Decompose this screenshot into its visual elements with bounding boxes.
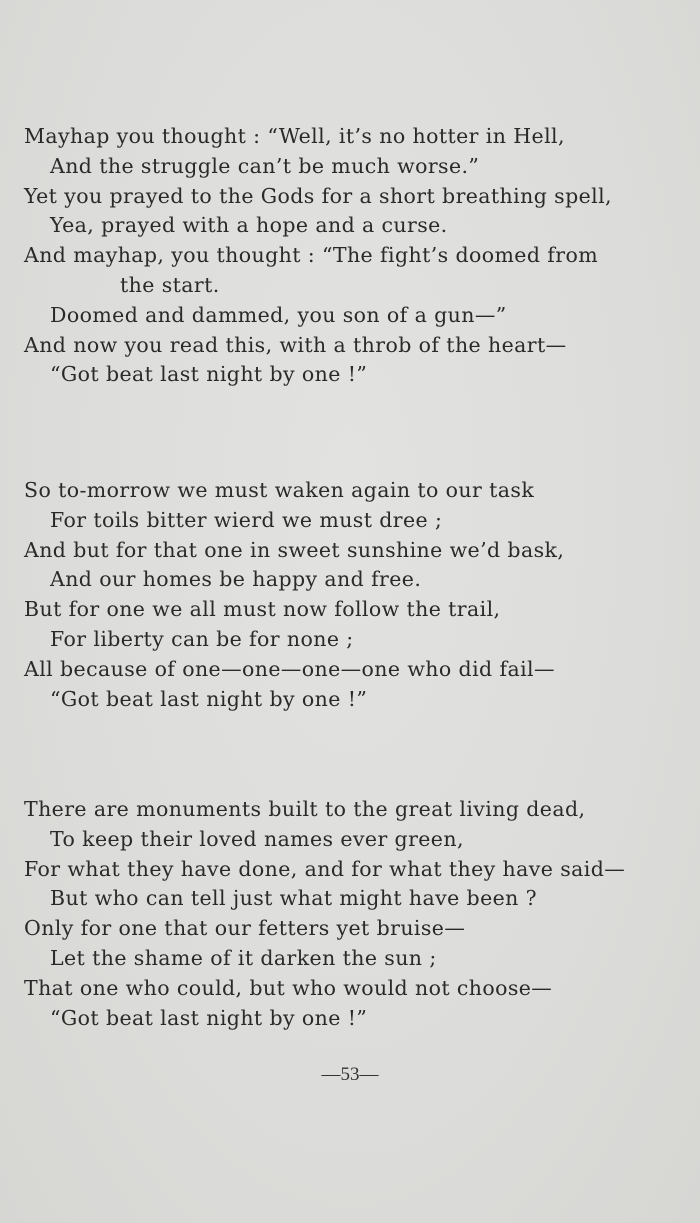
poem-refrain: “Got beat last night by one !” xyxy=(50,686,368,711)
poem-line: For what they have done, and for what they have said— xyxy=(24,856,626,881)
poem-line: But who can tell just what might have been ? xyxy=(50,886,538,911)
poem-line: Yet you prayed to the Gods for a short breathing spell, xyxy=(24,183,612,208)
poem-line: For liberty can be for none ; xyxy=(50,626,354,651)
poem-line: Only for one that our fetters yet bruise— xyxy=(24,916,466,941)
poem-refrain: “Got beat last night by one !” xyxy=(50,1005,368,1030)
poem-line: But for one we all must now follow the trail, xyxy=(24,597,501,622)
poem-line: And mayhap, you thought : “The fight’s doomed from xyxy=(24,243,599,268)
poem-line: Doomed and dammed, you son of a gun—” xyxy=(50,302,507,327)
poem-line: That one who could, but who would not choose— xyxy=(24,975,553,1000)
poem-line: Mayhap you thought : “Well, it’s no hotter in Hell, xyxy=(24,124,565,148)
poem-line: To keep their loved names ever green, xyxy=(50,826,464,851)
poem-line: Let the shame of it darken the sun ; xyxy=(50,945,437,970)
poem-line: And the struggle can’t be much worse.” xyxy=(50,153,480,178)
page-number: —53— xyxy=(321,1064,379,1085)
poem-line-continuation: the start. xyxy=(120,272,220,297)
stanza-1 xyxy=(24,122,684,390)
poem-line: Yea, prayed with a hope and a curse. xyxy=(50,213,448,238)
poem-line: All because of one—one—one—one who did fail— xyxy=(24,656,555,681)
poem-line: And our homes be happy and free. xyxy=(50,567,422,592)
stanza-2 xyxy=(24,476,684,714)
poem-line: There are monuments built to the great living dead, xyxy=(24,797,586,821)
poem-line: And but for that one in sweet sunshine we’d bask, xyxy=(24,537,565,562)
stanza-3 xyxy=(24,795,684,1033)
poem-line: For toils bitter wierd we must dree ; xyxy=(50,507,443,532)
poem-line: And now you read this, with a throb of the heart— xyxy=(24,332,567,357)
poem-line: So to-morrow we must waken again to our task xyxy=(24,478,535,502)
poem-refrain: “Got beat last night by one !” xyxy=(50,362,368,387)
